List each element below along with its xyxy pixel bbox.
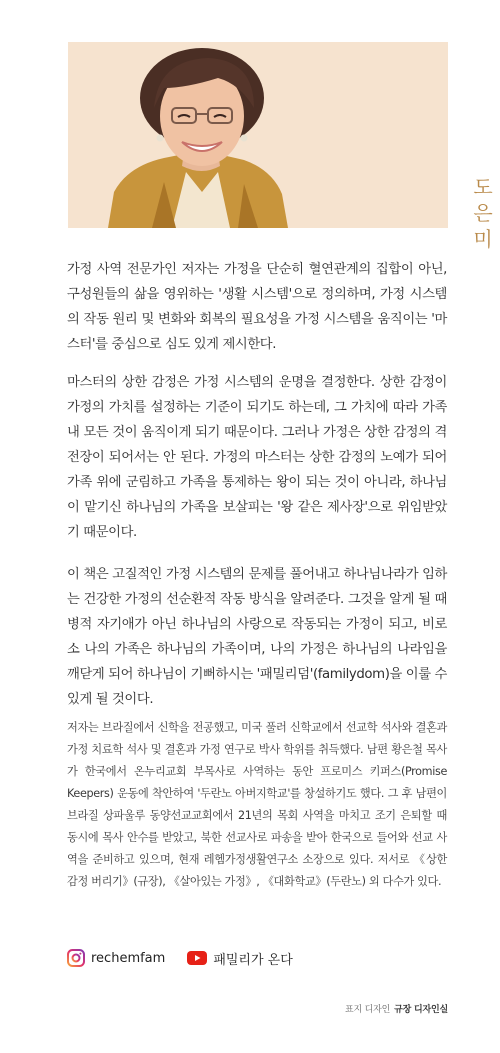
social-links	[67, 947, 293, 969]
cover-design-credit	[345, 1002, 448, 1015]
author-photo-panel	[68, 42, 493, 251]
author-name-char: 미	[473, 227, 493, 251]
author-bio-paragraph: 저자는 브라질에서 신학을 전공했고, 미국 풀러 신학교에서 선교학 석사와 결혼과 가정 치료학 석사 및 결혼과 가정 연구로 박사 학위를 취득했다. 남편 황은철 목사가 한국에서 온누리교회 부목사로 사역하는 동안 프로미스 키퍼스(Promise Keepers) 운동에 착안하여 '두란노 아버지학교'를 창설하기도 했다. 그 후 남편이 브라질 상파울루 동양선교교회에서 21년의 목회 사역을 마치고 조기 은퇴할 때 동시에 목사 안수를 받았고, 북한 선교사로 파송을 받아 한국으로 들어와 선교 사역을 준비하고 있으며, 현재 레헴가정생활연구소 소장으로 있다. 저서로 《상한 감정 버리기》(규장), 《살아있는 가정》, 《대화학교》(두란노) 외 다수가 있다.	[67, 721, 447, 888]
youtube-channel-name[interactable]: 패밀리가 온다	[213, 952, 293, 968]
youtube-icon[interactable]	[187, 951, 207, 965]
master-paragraph: 마스터의 상한 감정은 가정 시스템의 운명을 결정한다. 상한 감정이 가정의 가치를 설정하는 기준이 되기도 하는데, 그 가치에 따라 가족 내 모든 것이 움직이게 되기 때문이다. 그러나 가정은 상한 감정의 격전장이 되어서는 안 된다. 가정의 마스터는 상한 감정의 노예가 되어 가족 위에 군림하고 가족을 통제하는 왕이 되는 것이 아니라, 하나님이 맡기신 하나님의 가족을 보살피는 '왕 같은 제사장'으로 위임받았기 때문이다.	[67, 375, 447, 540]
intro-paragraph: 가정 사역 전문가인 저자는 가정을 단순히 혈연관계의 집합이 아닌, 구성원들의 삶을 영위하는 '생활 시스템'으로 정의하며, 가정 시스템의 작동 원리 및 변화와 회복의 필요성을 가정 시스템을 움직이는 '마스터'를 중심으로 심도 있게 제시한다.	[67, 262, 447, 352]
author-portrait	[68, 42, 448, 228]
author-name-char: 도	[473, 175, 493, 199]
credit-label: 표지 디자인	[344, 1005, 391, 1015]
author-name	[471, 174, 495, 252]
instagram-handle[interactable]: rechemfam	[91, 950, 166, 966]
credit-designer: 규장 디자인실	[394, 1005, 448, 1015]
book-summary-paragraph: 이 책은 고질적인 가정 시스템의 문제를 풀어내고 하나님나라가 임하는 건강한 가정의 선순환적 작동 방식을 알려준다. 그것을 알게 될 때 병적 자기애가 아닌 하나님의 사랑으로 작동되는 가정이 되고, 비로소 나의 가족은 하나님의 가족이며, 나의 가정은 하나님의 나라임을 깨닫게 되어 하나님이 기뻐하시는 '패밀리덤'(familydom)을 이룰 수 있게 될 것이다.	[67, 567, 447, 707]
instagram-icon[interactable]	[67, 949, 85, 967]
author-name-char: 은	[473, 201, 493, 225]
